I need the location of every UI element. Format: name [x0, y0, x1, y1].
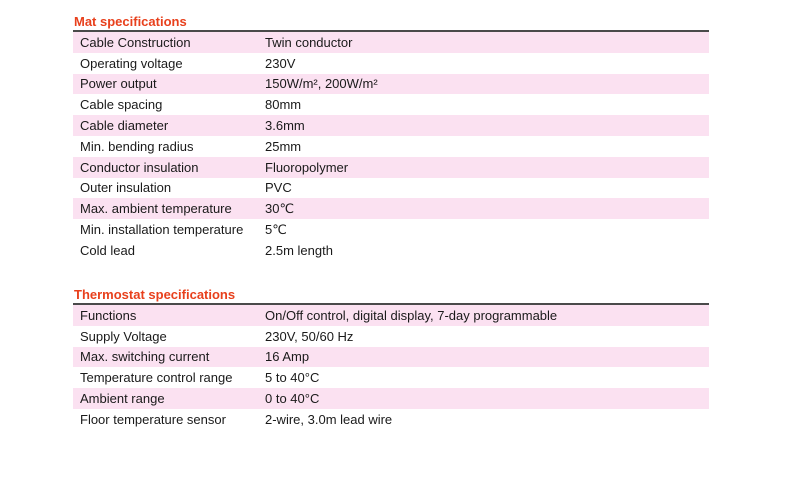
- spec-label: Cable spacing: [80, 97, 163, 113]
- spec-value: PVC: [265, 180, 292, 196]
- spec-value: 230V, 50/60 Hz: [265, 328, 354, 344]
- table-row: [73, 94, 709, 115]
- thermostat-specifications-section: [73, 287, 709, 430]
- spec-value: 25mm: [265, 138, 302, 154]
- spec-label: Max. ambient temperature: [80, 201, 232, 217]
- table-row: [73, 367, 709, 388]
- spec-label: Min. installation temperature: [80, 222, 244, 238]
- table-row: [73, 157, 709, 178]
- table-row: [73, 305, 709, 326]
- spec-value: 230V: [265, 55, 296, 71]
- table-row: [73, 409, 709, 430]
- spec-label: Ambient range: [80, 391, 165, 407]
- spec-label: Outer insulation: [80, 180, 172, 196]
- spec-value: 80mm: [265, 97, 302, 113]
- thermostat-specifications-title: Thermostat specifications: [74, 287, 236, 302]
- spec-value: 2-wire, 3.0m lead wire: [265, 411, 393, 427]
- table-row: [73, 74, 709, 95]
- spec-value: 30℃: [265, 201, 295, 217]
- thermostat-specifications-table: [73, 305, 709, 430]
- spec-value: 2.5m length: [265, 242, 333, 258]
- spec-value: 0 to 40°C: [265, 391, 320, 407]
- spec-value: 5 to 40°C: [265, 370, 320, 386]
- table-row: [73, 219, 709, 240]
- spec-value: Fluoropolymer: [265, 159, 349, 175]
- mat-specifications-table: [73, 32, 709, 261]
- spec-value: 150W/m², 200W/m²: [265, 76, 378, 92]
- spec-label: Operating voltage: [80, 55, 183, 71]
- spec-label: Cable diameter: [80, 118, 169, 134]
- table-row: [73, 198, 709, 219]
- table-row: [73, 388, 709, 409]
- mat-specifications-title: Mat specifications: [74, 14, 187, 29]
- spec-label: Min. bending radius: [80, 138, 194, 154]
- spec-value: Twin conductor: [265, 34, 353, 50]
- spec-label: Cable Construction: [80, 34, 191, 50]
- spec-label: Temperature control range: [80, 370, 233, 386]
- spec-value: 3.6mm: [265, 118, 305, 134]
- table-row: [73, 32, 709, 53]
- table-row: [73, 326, 709, 347]
- spec-value: 5℃: [265, 222, 287, 238]
- table-row: [73, 53, 709, 74]
- spec-label: Cold lead: [80, 242, 135, 258]
- spec-value: On/Off control, digital display, 7-day programmable: [265, 307, 558, 323]
- table-row: [73, 136, 709, 157]
- table-row: [73, 178, 709, 199]
- spec-label: Power output: [80, 76, 157, 92]
- spec-value: 16 Amp: [265, 349, 310, 365]
- table-row: [73, 115, 709, 136]
- spec-label: Conductor insulation: [80, 159, 199, 175]
- table-row: [73, 240, 709, 261]
- table-row: [73, 347, 709, 368]
- spec-label: Supply Voltage: [80, 328, 167, 344]
- spec-label: Functions: [80, 307, 137, 323]
- spec-label: Max. switching current: [80, 349, 210, 365]
- spec-label: Floor temperature sensor: [80, 411, 226, 427]
- mat-specifications-section: [73, 14, 709, 261]
